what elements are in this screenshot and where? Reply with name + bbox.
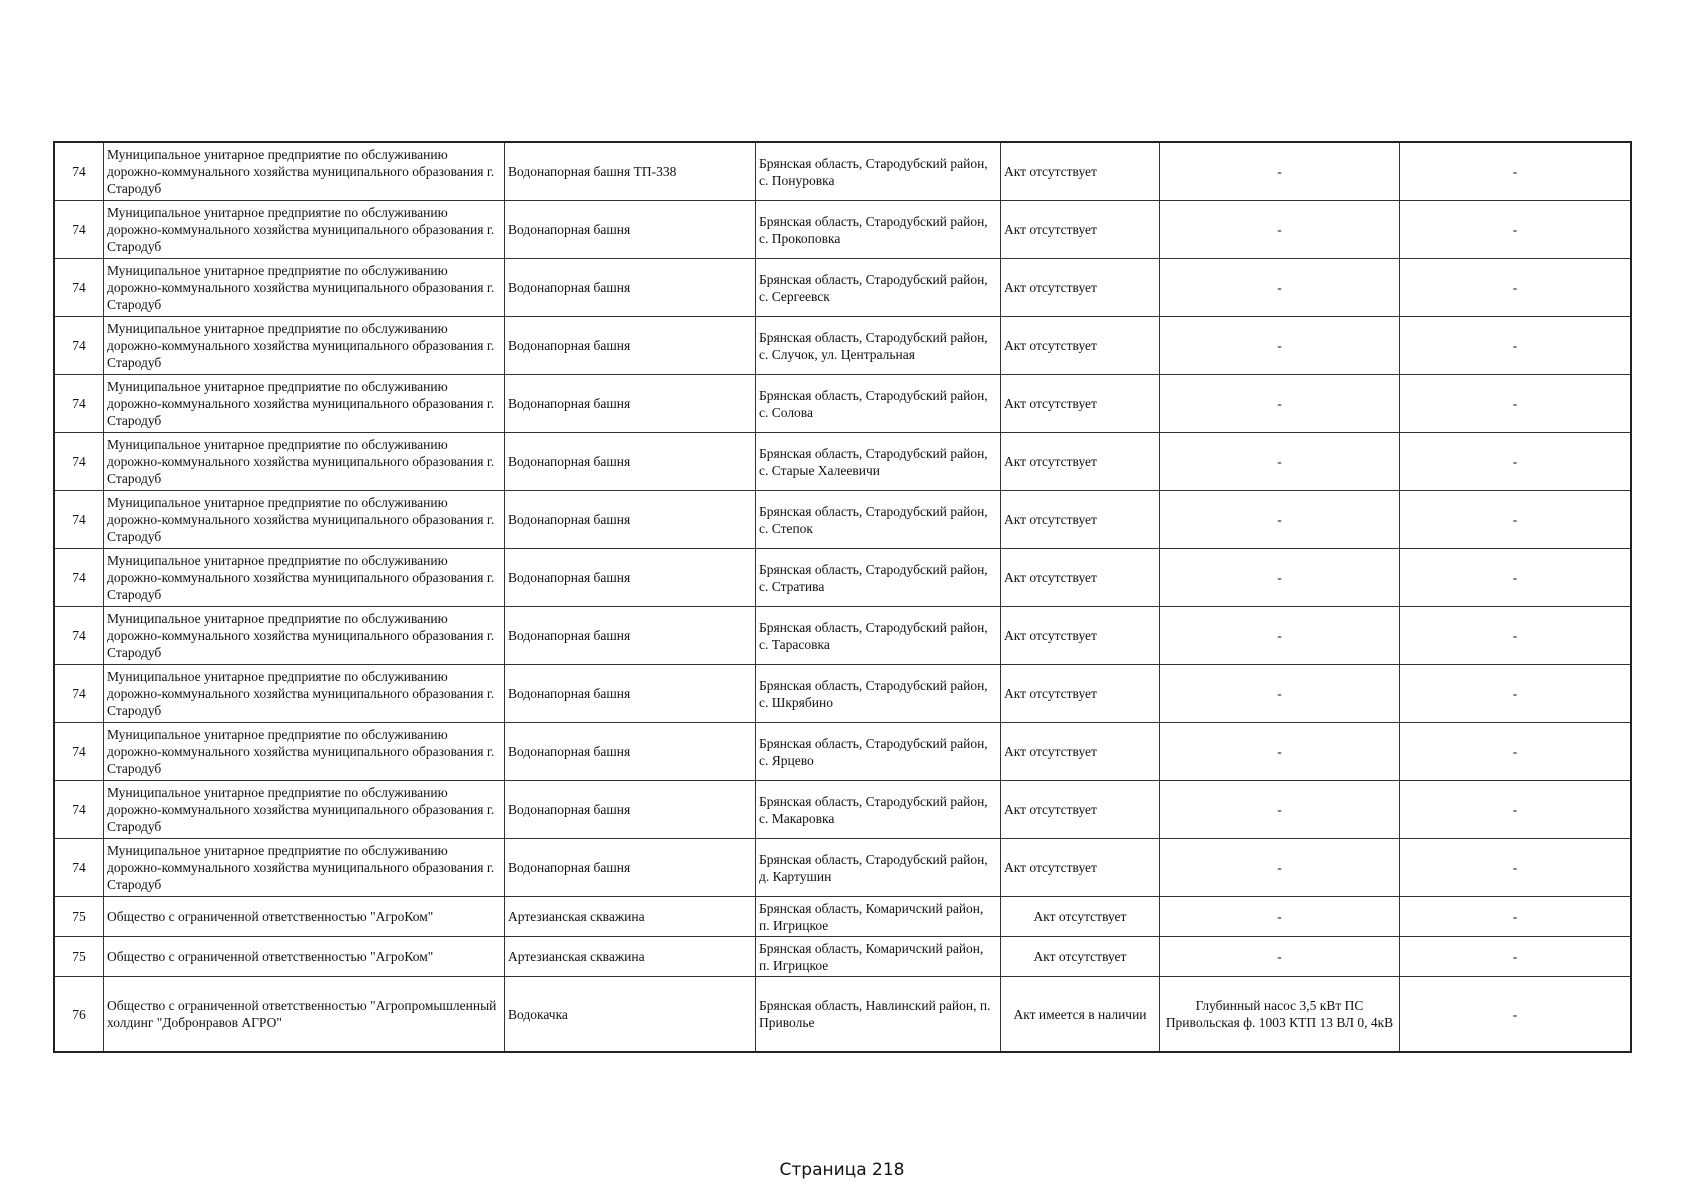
page-number: Страница 218 [779,1160,905,1180]
object-cell: Водонапорная башня [505,723,756,781]
act-cell: Акт отсутствует [1001,317,1160,375]
object-cell: Водонапорная башня [505,491,756,549]
equipment-cell: - [1160,491,1400,549]
act-cell: Акт отсутствует [1001,723,1160,781]
table-row [54,723,1631,781]
organization-cell: Муниципальное унитарное предприятие по обслуживанию дорожно-коммунального хозяйства муниципального образования г. Стародуб [104,665,505,723]
equipment-cell: - [1160,433,1400,491]
organization-cell: Муниципальное унитарное предприятие по обслуживанию дорожно-коммунального хозяйства муниципального образования г. Стародуб [104,723,505,781]
row-number: 74 [54,491,104,549]
address-cell: Брянская область, Стародубский район, с. Тарасовка [756,607,1001,665]
table-row [54,977,1631,1053]
equipment-cell: - [1160,549,1400,607]
row-number: 74 [54,201,104,259]
address-cell: Брянская область, Стародубский район, с. Сергеевск [756,259,1001,317]
last-cell: - [1400,259,1632,317]
organization-cell: Муниципальное унитарное предприятие по обслуживанию дорожно-коммунального хозяйства муниципального образования г. Стародуб [104,607,505,665]
organization-cell: Муниципальное унитарное предприятие по обслуживанию дорожно-коммунального хозяйства муниципального образования г. Стародуб [104,317,505,375]
table-row [54,433,1631,491]
address-cell: Брянская область, Стародубский район, с. Ярцево [756,723,1001,781]
last-cell: - [1400,839,1632,897]
object-cell: Водонапорная башня [505,607,756,665]
row-number: 76 [54,977,104,1053]
object-cell: Водонапорная башня [505,375,756,433]
equipment-cell: Глубинный насос 3,5 кВт ПС Привольская ф. 1003 КТП 13 ВЛ 0, 4кВ [1160,977,1400,1053]
equipment-cell: - [1160,607,1400,665]
object-cell: Водокачка [505,977,756,1053]
act-cell: Акт отсутствует [1001,665,1160,723]
organization-cell: Муниципальное унитарное предприятие по обслуживанию дорожно-коммунального хозяйства муниципального образования г. Стародуб [104,259,505,317]
table-row [54,665,1631,723]
row-number: 74 [54,142,104,201]
object-cell: Водонапорная башня [505,317,756,375]
row-number: 74 [54,549,104,607]
address-cell: Брянская область, Стародубский район, с. Старые Халеевичи [756,433,1001,491]
act-cell: Акт отсутствует [1001,375,1160,433]
organization-cell: Муниципальное унитарное предприятие по обслуживанию дорожно-коммунального хозяйства муниципального образования г. Стародуб [104,549,505,607]
last-cell: - [1400,549,1632,607]
row-number: 74 [54,839,104,897]
object-cell: Артезианская скважина [505,897,756,937]
object-cell: Водонапорная башня [505,781,756,839]
act-cell: Акт отсутствует [1001,433,1160,491]
row-number: 74 [54,433,104,491]
address-cell: Брянская область, Стародубский район, с. Понуровка [756,142,1001,201]
act-cell: Акт отсутствует [1001,897,1160,937]
address-cell: Брянская область, Стародубский район, д. Картушин [756,839,1001,897]
organization-cell: Муниципальное унитарное предприятие по обслуживанию дорожно-коммунального хозяйства муниципального образования г. Стародуб [104,375,505,433]
last-cell: - [1400,201,1632,259]
object-cell: Водонапорная башня [505,665,756,723]
act-cell: Акт отсутствует [1001,839,1160,897]
act-cell: Акт отсутствует [1001,781,1160,839]
address-cell: Брянская область, Комаричский район, п. Игрицкое [756,897,1001,937]
address-cell: Брянская область, Стародубский район, с. Прокоповка [756,201,1001,259]
table-row [54,781,1631,839]
equipment-cell: - [1160,839,1400,897]
object-cell: Водонапорная башня [505,433,756,491]
table-row [54,317,1631,375]
equipment-cell: - [1160,375,1400,433]
last-cell: - [1400,781,1632,839]
organization-cell: Муниципальное унитарное предприятие по обслуживанию дорожно-коммунального хозяйства муниципального образования г. Стародуб [104,781,505,839]
last-cell: - [1400,897,1632,937]
equipment-cell: - [1160,897,1400,937]
last-cell: - [1400,977,1632,1053]
table-row [54,491,1631,549]
act-cell: Акт имеется в наличии [1001,977,1160,1053]
act-cell: Акт отсутствует [1001,937,1160,977]
equipment-cell: - [1160,201,1400,259]
act-cell: Акт отсутствует [1001,491,1160,549]
table-row [54,201,1631,259]
address-cell: Брянская область, Стародубский район, с. Случок, ул. Центральная [756,317,1001,375]
organization-cell: Муниципальное унитарное предприятие по обслуживанию дорожно-коммунального хозяйства муниципального образования г. Стародуб [104,433,505,491]
object-cell: Водонапорная башня [505,839,756,897]
table-row [54,259,1631,317]
address-cell: Брянская область, Стародубский район, с. Степок [756,491,1001,549]
object-cell: Водонапорная башня [505,201,756,259]
last-cell: - [1400,142,1632,201]
last-cell: - [1400,607,1632,665]
equipment-cell: - [1160,937,1400,977]
row-number: 74 [54,781,104,839]
row-number: 74 [54,665,104,723]
address-cell: Брянская область, Стародубский район, с. Шкрябино [756,665,1001,723]
address-cell: Брянская область, Комаричский район, п. Игрицкое [756,937,1001,977]
organization-cell: Муниципальное унитарное предприятие по обслуживанию дорожно-коммунального хозяйства муниципального образования г. Стародуб [104,839,505,897]
address-cell: Брянская область, Стародубский район, с. Макаровка [756,781,1001,839]
act-cell: Акт отсутствует [1001,142,1160,201]
equipment-cell: - [1160,781,1400,839]
table-row [54,897,1631,937]
organization-cell: Общество с ограниченной ответственностью "АгроКом" [104,937,505,977]
row-number: 74 [54,375,104,433]
object-cell: Водонапорная башня [505,549,756,607]
address-cell: Брянская область, Стародубский район, с. Стратива [756,549,1001,607]
row-number: 74 [54,723,104,781]
last-cell: - [1400,433,1632,491]
act-cell: Акт отсутствует [1001,607,1160,665]
equipment-cell: - [1160,259,1400,317]
last-cell: - [1400,937,1632,977]
table-row [54,142,1631,201]
row-number: 74 [54,607,104,665]
table-row [54,937,1631,977]
object-cell: Водонапорная башня ТП-338 [505,142,756,201]
organization-cell: Муниципальное унитарное предприятие по обслуживанию дорожно-коммунального хозяйства муниципального образования г. Стародуб [104,491,505,549]
equipment-cell: - [1160,665,1400,723]
last-cell: - [1400,491,1632,549]
last-cell: - [1400,317,1632,375]
row-number: 74 [54,317,104,375]
last-cell: - [1400,665,1632,723]
equipment-cell: - [1160,317,1400,375]
table-row [54,375,1631,433]
address-cell: Брянская область, Навлинский район, п. Приволье [756,977,1001,1053]
equipment-cell: - [1160,142,1400,201]
object-cell: Водонапорная башня [505,259,756,317]
equipment-cell: - [1160,723,1400,781]
act-cell: Акт отсутствует [1001,549,1160,607]
act-cell: Акт отсутствует [1001,201,1160,259]
organization-cell: Муниципальное унитарное предприятие по обслуживанию дорожно-коммунального хозяйства муниципального образования г. Стародуб [104,142,505,201]
address-cell: Брянская область, Стародубский район, с. Солова [756,375,1001,433]
row-number: 75 [54,897,104,937]
row-number: 74 [54,259,104,317]
organization-cell: Муниципальное унитарное предприятие по обслуживанию дорожно-коммунального хозяйства муниципального образования г. Стародуб [104,201,505,259]
act-cell: Акт отсутствует [1001,259,1160,317]
last-cell: - [1400,375,1632,433]
document-table [53,141,1632,1053]
last-cell: - [1400,723,1632,781]
object-cell: Артезианская скважина [505,937,756,977]
organization-cell: Общество с ограниченной ответственностью "АгроКом" [104,897,505,937]
table-row [54,839,1631,897]
row-number: 75 [54,937,104,977]
table-row [54,607,1631,665]
organization-cell: Общество с ограниченной ответственностью "Агропромышленный холдинг "Добронравов АГРО" [104,977,505,1053]
table-row [54,549,1631,607]
